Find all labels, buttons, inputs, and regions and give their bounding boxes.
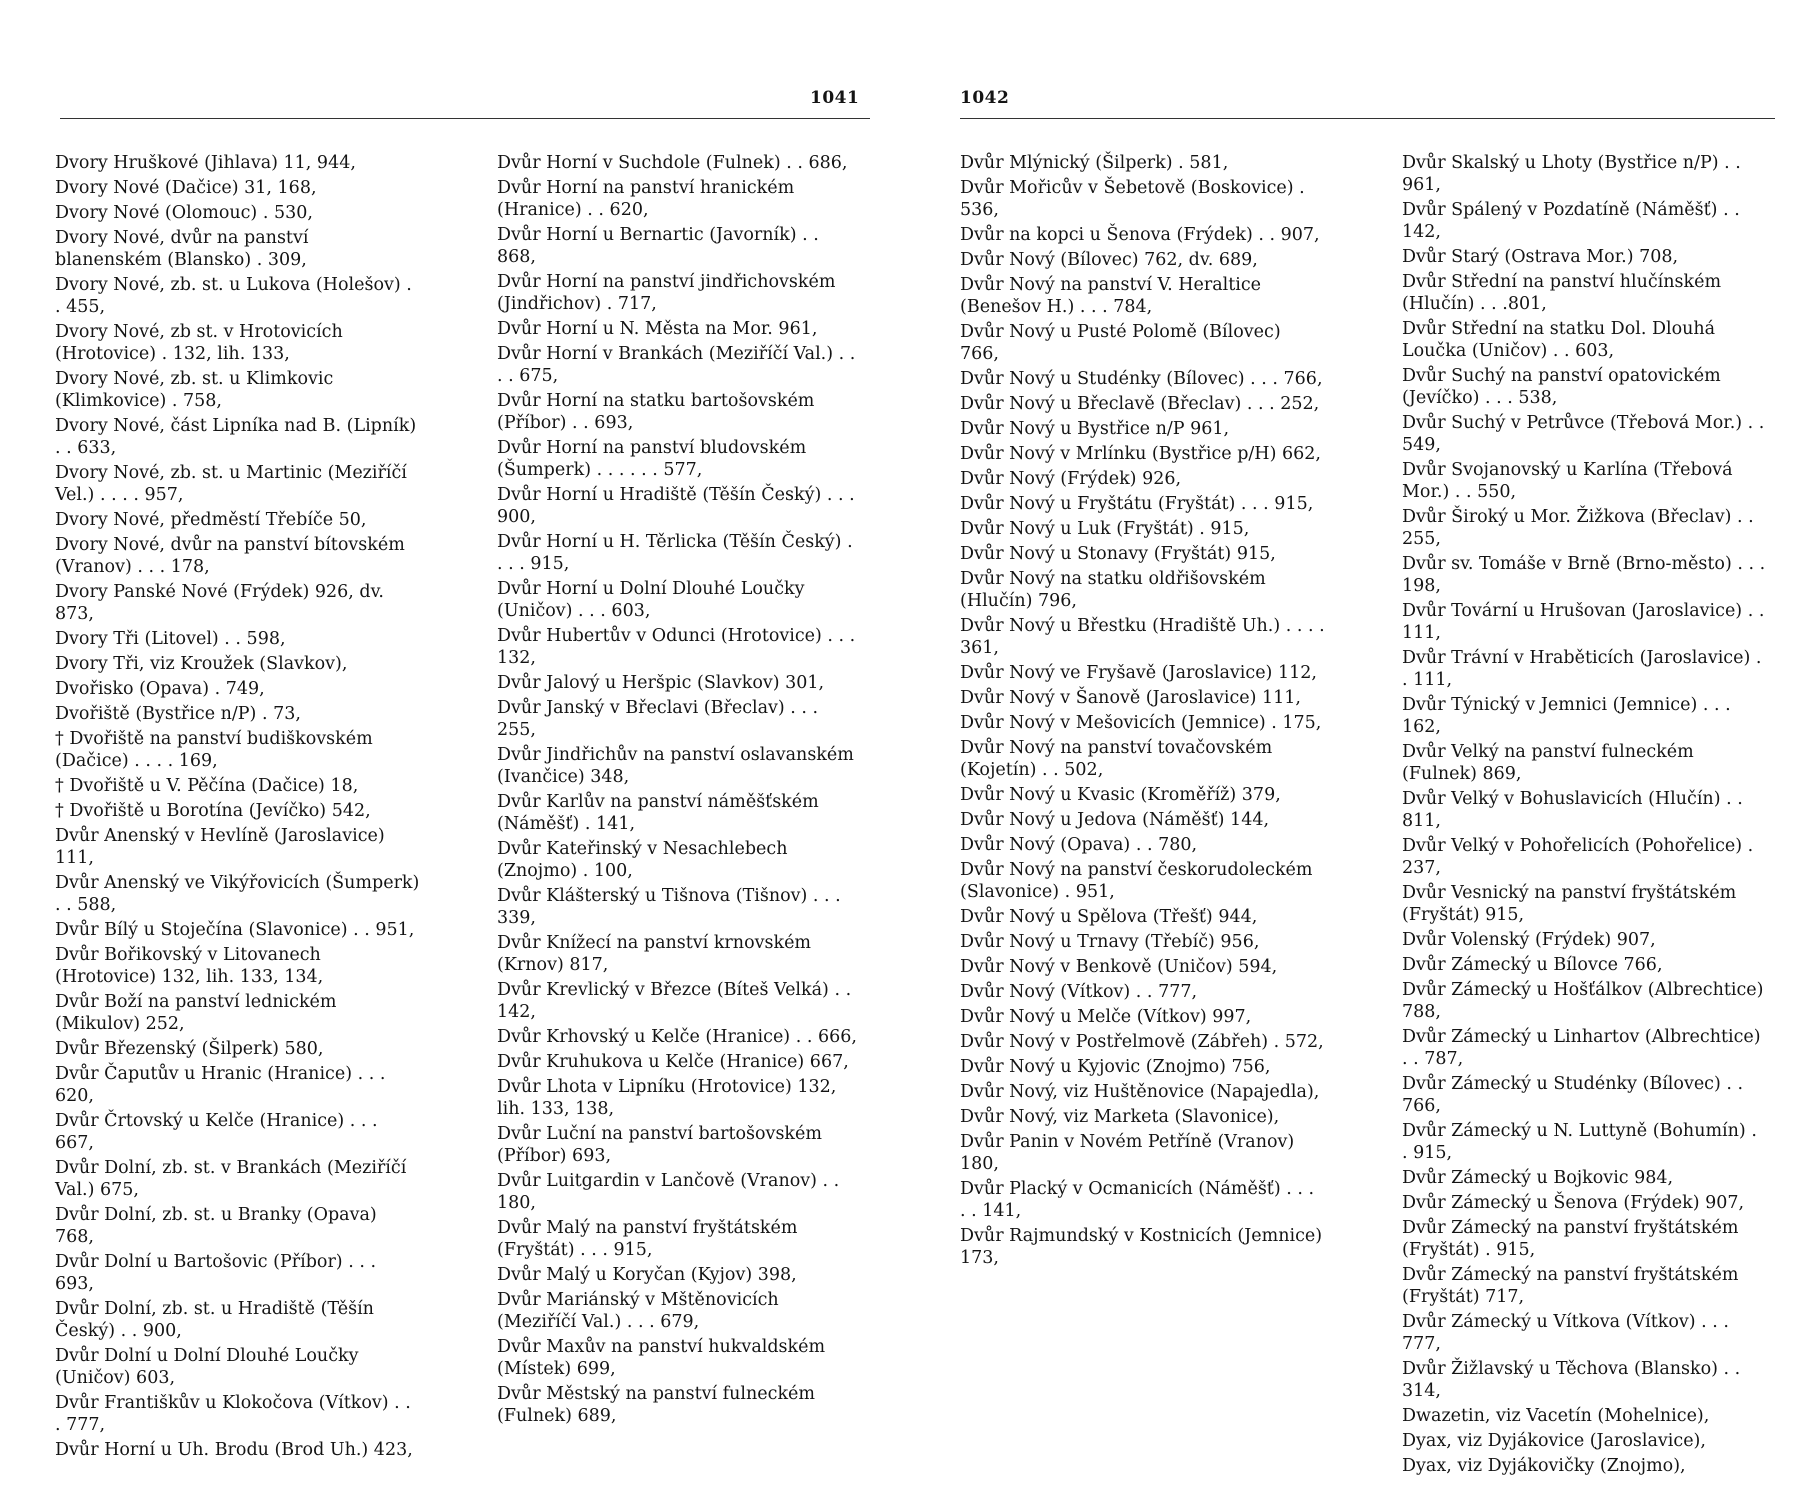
index-entry: Dvůr Zámecký u Studénky (Bílovec) . . 766, bbox=[1402, 1074, 1744, 1116]
index-entry: Dwazetin, viz Vacetín (Mohelnice), bbox=[1402, 1406, 1710, 1426]
index-entry: Dvůr Dolní, zb. st. v Brankách (Meziříčí Val.) 675, bbox=[55, 1158, 407, 1200]
index-entry: Dvůr Nový u Fryštátu (Fryštát) . . . 915, bbox=[960, 494, 1314, 514]
index-entry: Dvůr Zámecký na panství fryštátském (Fryštát) . 915, bbox=[1402, 1218, 1739, 1260]
index-entry: Dvůr Nový, viz Huštěnovice (Napajedla), bbox=[960, 1082, 1320, 1102]
index-entry: Dvory Nové, předměstí Třebíče 50, bbox=[55, 510, 367, 530]
index-entry: Dvory Panské Nové (Frýdek) 926, dv. 873, bbox=[55, 582, 384, 624]
index-entry: Dvory Nové, dvůr na panství blanenském (Blansko) . 309, bbox=[55, 228, 309, 270]
index-entry: Dvůr Črtovský u Kelče (Hranice) . . . 667, bbox=[55, 1111, 378, 1153]
index-entry: Dvůr Nový u Jedova (Náměšť) 144, bbox=[960, 810, 1270, 830]
index-entry: Dvůr Karlův na panství náměšťském (Náměšť) . 141, bbox=[497, 792, 819, 834]
index-entry: Dvůr Zámecký u Šenova (Frýdek) 907, bbox=[1402, 1193, 1745, 1213]
index-entry: Dvůr Horní v Brankách (Meziříčí Val.) . . . . 675, bbox=[497, 344, 856, 386]
index-entry: Dvůr Spálený v Pozdatíně (Náměšť) . . 142, bbox=[1402, 200, 1740, 242]
index-entry: Dvůr Nový v Benkově (Uničov) 594, bbox=[960, 957, 1278, 977]
index-entry: Dvůr Luční na panství bartošovském (Příbor) 693, bbox=[497, 1124, 822, 1166]
index-entry: Dvůr Suchý na panství opatovickém (Jevíčko) . . . 538, bbox=[1402, 366, 1721, 408]
index-entry: Dvůr Nový (Vítkov) . . 777, bbox=[960, 982, 1198, 1002]
index-entry: Dvůr Rajmundský v Kostnicích (Jemnice) 173, bbox=[960, 1226, 1323, 1268]
index-entry: Dvůr Dolní, zb. st. u Branky (Opava) 768, bbox=[55, 1205, 377, 1247]
index-entry: Dvory Hruškové (Jihlava) 11, 944, bbox=[55, 153, 356, 173]
index-entry: Dvory Nové, dvůr na panství bítovském (Vranov) . . . 178, bbox=[55, 535, 405, 577]
index-entry: Dvůr Nový na panství českorudoleckém (Slavonice) . 951, bbox=[960, 860, 1313, 902]
index-entry: Dvůr Krhovský u Kelče (Hranice) . . 666, bbox=[497, 1027, 857, 1047]
index-entry: Dvůr Tovární u Hrušovan (Jaroslavice) . . 111, bbox=[1402, 601, 1765, 643]
index-entry: Dvůr Kruhukova u Kelče (Hranice) 667, bbox=[497, 1052, 849, 1072]
index-entry: Dvůr Placký v Ocmanicích (Náměšť) . . . . . 141, bbox=[960, 1179, 1315, 1221]
index-column bbox=[1402, 152, 1767, 1480]
index-entry: Dvůr Nový u Trnavy (Třebíč) 956, bbox=[960, 932, 1260, 952]
index-entry: Dvůr Malý u Koryčan (Kyjov) 398, bbox=[497, 1265, 797, 1285]
index-entry: Dvory Nové, zb. st. u Lukova (Holešov) . . 455, bbox=[55, 275, 412, 317]
index-entry: Dvůr Nový u Bystřice n/P 961, bbox=[960, 419, 1230, 439]
index-entry: Dvůr Dolní u Dolní Dlouhé Loučky (Uničov) 603, bbox=[55, 1346, 359, 1388]
index-entry: Dvůr Zámecký u Bílovce 766, bbox=[1402, 955, 1663, 975]
index-entry: Dvůr Horní na panství bludovském (Šumperk) . . . . . . 577, bbox=[497, 438, 807, 480]
index-entry: Dvůr Zámecký u Bojkovic 984, bbox=[1402, 1168, 1674, 1188]
index-entry: Dvůr Nový u Spělova (Třešť) 944, bbox=[960, 907, 1258, 927]
index-entry: Dvůr Velký v Bohuslavicích (Hlučín) . . 811, bbox=[1402, 789, 1743, 831]
index-entry: Dvůr Horní u H. Těrlicka (Těšín Český) . . . . 915, bbox=[497, 532, 853, 574]
index-entry: Dvůr Anenský v Hevlíně (Jaroslavice) 111, bbox=[55, 826, 385, 868]
index-entry: Dvůr Čaputův u Hranic (Hranice) . . . 620, bbox=[55, 1064, 386, 1106]
index-entry: Dvůr Volenský (Frýdek) 907, bbox=[1402, 930, 1656, 950]
index-entry: Dvůr Horní u Hradiště (Těšín Český) . . . 900, bbox=[497, 485, 855, 527]
index-entry: Dvůr Mlýnický (Šilperk) . 581, bbox=[960, 153, 1229, 173]
index-entry: Dvůr Skalský u Lhoty (Bystřice n/P) . . 961, bbox=[1402, 153, 1741, 195]
index-entry: Dvůr Nový (Opava) . . 780, bbox=[960, 835, 1198, 855]
index-entry: Dvůr Luitgardin v Lančově (Vranov) . . 180, bbox=[497, 1171, 840, 1213]
index-entry: Dvory Nové, zb st. v Hrotovicích (Hrotovice) . 132, lih. 133, bbox=[55, 322, 343, 364]
index-entry: Dvůr Malý na panství fryštátském (Fryštát) . . . 915, bbox=[497, 1218, 798, 1260]
index-entry: Dvůr Horní u Dolní Dlouhé Loučky (Uničov) . . . 603, bbox=[497, 579, 805, 621]
index-entry: Dvůr Zámecký u Vítkova (Vítkov) . . . 777, bbox=[1402, 1312, 1729, 1354]
index-entry: Dvůr Žižlavský u Těchova (Blansko) . . 314, bbox=[1402, 1359, 1741, 1401]
index-entry: Dvůr Lhota v Lipníku (Hrotovice) 132, lih. 133, 138, bbox=[497, 1077, 837, 1119]
index-entry: Dvory Nové, část Lipníka nad B. (Lipník) . . 633, bbox=[55, 416, 417, 458]
index-entry: Dvořisko (Opava) . 749, bbox=[55, 679, 265, 699]
index-entry: Dyax, viz Dyjákovice (Jaroslavice), bbox=[1402, 1431, 1706, 1451]
index-entry: Dvůr Horní na panství hranickém (Hranice) . . 620, bbox=[497, 178, 795, 220]
index-entry: Dvůr Suchý v Petrůvce (Třebová Mor.) . . 549, bbox=[1402, 413, 1765, 455]
index-entry: Dvůr Kateřinský v Nesachlebech (Znojmo) . 100, bbox=[497, 839, 788, 881]
index-entry: Dvůr Zámecký u N. Luttyně (Bohumín) . . 915, bbox=[1402, 1121, 1757, 1163]
index-entry: Dvůr Nový na panství tovačovském (Kojetín) . . 502, bbox=[960, 738, 1273, 780]
index-entry: Dvůr Panin v Novém Petříně (Vranov) 180, bbox=[960, 1132, 1295, 1174]
index-entry: Dvory Nové, zb. st. u Martinic (Meziříčí Vel.) . . . . 957, bbox=[55, 463, 407, 505]
index-entry: Dvůr Dolní, zb. st. u Hradiště (Těšín Český) . . 900, bbox=[55, 1299, 374, 1341]
index-column bbox=[497, 152, 862, 1430]
index-entry: Dvořiště (Bystřice n/P) . 73, bbox=[55, 704, 301, 724]
index-entry: Dvůr Anenský ve Vikýřovicích (Šumperk) . . 588, bbox=[55, 873, 420, 915]
index-entry: Dvůr Nový na panství V. Heraltice (Benešov H.) . . . 784, bbox=[960, 275, 1262, 317]
index-entry: Dvůr Nový (Frýdek) 926, bbox=[960, 469, 1182, 489]
index-entry: Dvůr Nový u Kyjovic (Znojmo) 756, bbox=[960, 1057, 1271, 1077]
index-entry: Dvůr Velký na panství fulneckém (Fulnek) 869, bbox=[1402, 742, 1694, 784]
index-entry: Dvůr Janský v Břeclavi (Břeclav) . . . 255, bbox=[497, 698, 819, 740]
index-entry: Dvůr Františkův u Klokočova (Vítkov) . . . 777, bbox=[55, 1393, 411, 1435]
index-entry: Dvůr Horní u N. Města na Mor. 961, bbox=[497, 319, 818, 339]
index-entry: Dvůr Nový u Studénky (Bílovec) . . . 766, bbox=[960, 369, 1323, 389]
index-entry: Dvůr Dolní u Bartošovic (Příbor) . . . 693, bbox=[55, 1252, 377, 1294]
index-entry: Dvůr Nový v Postřelmově (Zábřeh) . 572, bbox=[960, 1032, 1324, 1052]
index-entry: Dvůr Nový u Melče (Vítkov) 997, bbox=[960, 1007, 1252, 1027]
index-entry: Dvůr Nový (Bílovec) 762, dv. 689, bbox=[960, 250, 1258, 270]
index-entry: Dvůr sv. Tomáše v Brně (Brno-město) . . . 198, bbox=[1402, 554, 1766, 596]
index-entry: † Dvořiště u Borotína (Jevíčko) 542, bbox=[55, 801, 371, 821]
index-entry: Dvůr Nový u Kvasic (Kroměříž) 379, bbox=[960, 785, 1281, 805]
index-entry: Dvůr Březenský (Šilperk) 580, bbox=[55, 1039, 324, 1059]
index-entry: Dvůr Horní na panství jindřichovském (Jindřichov) . 717, bbox=[497, 272, 836, 314]
index-entry: † Dvořiště u V. Pěčína (Dačice) 18, bbox=[55, 776, 359, 796]
index-entry: Dvůr Nový v Mrlínku (Bystřice p/H) 662, bbox=[960, 444, 1321, 464]
header-rule bbox=[960, 118, 1775, 119]
index-entry: Dvůr Horní u Bernartic (Javorník) . . 868, bbox=[497, 225, 819, 267]
index-entry: Dvůr Jalový u Heršpic (Slavkov) 301, bbox=[497, 673, 825, 693]
index-entry: Dvůr Zámecký u Hošťálkov (Albrechtice) 788, bbox=[1402, 980, 1764, 1022]
index-entry: Dvory Nové, zb. st. u Klimkovic (Klimkovice) . 758, bbox=[55, 369, 334, 411]
header-rule bbox=[60, 118, 870, 119]
index-entry: Dvůr Střední na statku Dol. Dlouhá Loučka (Uničov) . . 603, bbox=[1402, 319, 1716, 361]
index-entry: Dvůr Bořikovský v Litovanech (Hrotovice) 132, lih. 133, 134, bbox=[55, 945, 324, 987]
index-entry: Dvůr Nový u Břestku (Hradiště Uh.) . . . . 361, bbox=[960, 616, 1325, 658]
index-entry: Dvůr Nový u Luk (Fryštát) . 915, bbox=[960, 519, 1250, 539]
index-entry: Dvůr Zámecký na panství fryštátském (Fryštát) 717, bbox=[1402, 1265, 1739, 1307]
index-entry: Dvůr Mořicův v Šebetově (Boskovice) . 536, bbox=[960, 178, 1305, 220]
index-entry: Dvůr Klášterský u Tišnova (Tišnov) . . . 339, bbox=[497, 886, 841, 928]
index-entry: Dvory Tři, viz Kroužek (Slavkov), bbox=[55, 654, 348, 674]
index-entry: Dvůr Nový u Stonavy (Fryštát) 915, bbox=[960, 544, 1276, 564]
index-entry: Dvůr Nový u Pusté Polomě (Bílovec) 766, bbox=[960, 322, 1281, 364]
index-entry: Dvůr Týnický v Jemnici (Jemnice) . . . 162, bbox=[1402, 695, 1731, 737]
index-entry: Dvůr Nový v Mešovicích (Jemnice) . 175, bbox=[960, 713, 1322, 733]
index-entry: Dvůr Velký v Pohořelicích (Pohořelice) . 237, bbox=[1402, 836, 1754, 878]
index-entry: Dvory Tři (Litovel) . . 598, bbox=[55, 629, 286, 649]
right-page bbox=[905, 0, 1810, 1500]
index-entry: Dvůr Zámecký u Linhartov (Albrechtice) . . 787, bbox=[1402, 1027, 1761, 1069]
index-entry: Dvůr na kopci u Šenova (Frýdek) . . 907, bbox=[960, 225, 1320, 245]
index-entry: Dvůr Horní v Suchdole (Fulnek) . . 686, bbox=[497, 153, 848, 173]
index-entry: Dvůr Knížecí na panství krnovském (Krnov) 817, bbox=[497, 933, 812, 975]
index-entry: Dvůr Trávní v Hraběticích (Jaroslavice) . . 111, bbox=[1402, 648, 1762, 690]
page-number: 1041 bbox=[810, 88, 860, 108]
index-entry: Dvůr Vesnický na panství fryštátském (Fryštát) 915, bbox=[1402, 883, 1737, 925]
index-entry: Dvůr Nový na statku oldřišovském (Hlučín) 796, bbox=[960, 569, 1266, 611]
index-entry: Dvůr Hubertův v Odunci (Hrotovice) . . . 132, bbox=[497, 626, 856, 668]
index-entry: Dvory Nové (Olomouc) . 530, bbox=[55, 203, 313, 223]
index-entry: Dvůr Nový v Šanově (Jaroslavice) 111, bbox=[960, 688, 1301, 708]
index-entry: Dvůr Střední na panství hlučínském (Hlučín) . . .801, bbox=[1402, 272, 1722, 314]
index-entry: Dvůr Mariánský v Mštěnovicích (Meziříčí Val.) . . . 679, bbox=[497, 1290, 779, 1332]
index-entry: † Dvořiště na panství budiškovském (Dačice) . . . . 169, bbox=[55, 729, 373, 771]
index-entry: Dvůr Boží na panství lednickém (Mikulov) 252, bbox=[55, 992, 337, 1034]
index-entry: Dvůr Maxův na panství hukvaldském (Místek) 699, bbox=[497, 1337, 826, 1379]
index-column bbox=[55, 152, 420, 1464]
index-entry: Dvůr Nový u Břeclavě (Břeclav) . . . 252, bbox=[960, 394, 1320, 414]
index-entry: Dvůr Široký u Mor. Žižkova (Břeclav) . . 255, bbox=[1402, 507, 1754, 549]
index-entry: Dvůr Horní na statku bartošovském (Příbor) . . 693, bbox=[497, 391, 815, 433]
index-entry: Dvůr Nový, viz Marketa (Slavonice), bbox=[960, 1107, 1280, 1127]
index-entry: Dvůr Starý (Ostrava Mor.) 708, bbox=[1402, 247, 1679, 267]
page-number: 1042 bbox=[960, 88, 1010, 108]
index-entry: Dvůr Jindřichův na panství oslavanském (Ivančice) 348, bbox=[497, 745, 854, 787]
index-entry: Dyax, viz Dyjákovičky (Znojmo), bbox=[1402, 1456, 1686, 1476]
index-entry: Dvůr Svojanovský u Karlína (Třebová Mor.) . . 550, bbox=[1402, 460, 1733, 502]
index-entry: Dvůr Krevlický v Březce (Bíteš Velká) . . 142, bbox=[497, 980, 852, 1022]
index-column bbox=[960, 152, 1325, 1272]
index-entry: Dvůr Horní u Uh. Brodu (Brod Uh.) 423, bbox=[55, 1440, 413, 1460]
index-entry: Dvůr Městský na panství fulneckém (Fulnek) 689, bbox=[497, 1384, 815, 1426]
index-entry: Dvory Nové (Dačice) 31, 168, bbox=[55, 178, 317, 198]
index-entry: Dvůr Bílý u Stoječína (Slavonice) . . 951, bbox=[55, 920, 415, 940]
index-entry: Dvůr Nový ve Fryšavě (Jaroslavice) 112, bbox=[960, 663, 1317, 683]
